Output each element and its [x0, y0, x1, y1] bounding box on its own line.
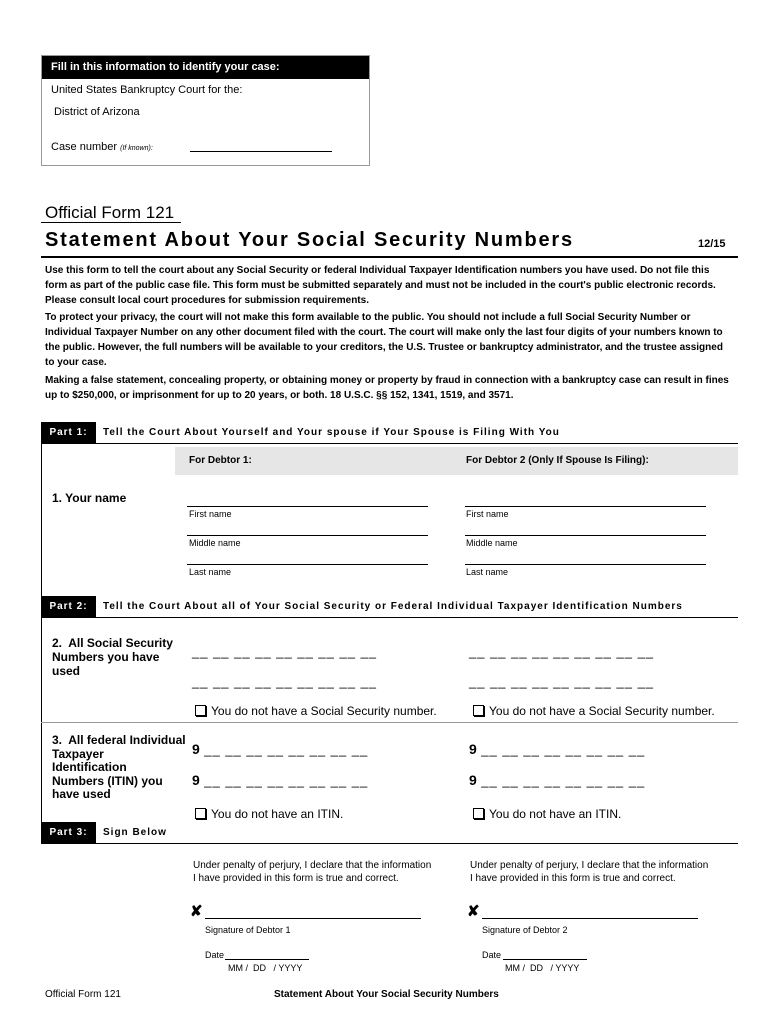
- debtor2-date-field[interactable]: [503, 959, 587, 960]
- intro-paragraph-1: Use this form to tell the court about any Social Security or federal Individual Taxpayer Identification numbers you have used. Do not file this form as part of the public case file. This form must be submitted separately and must not be included in the court's public electronic records. Please consult local court procedures for submission requirements.: [45, 265, 716, 306]
- debtor2-no-ssn-checkbox[interactable]: [473, 705, 484, 716]
- part3-header: [41, 822, 738, 843]
- debtor1-date-field[interactable]: [225, 959, 309, 960]
- form-label: Official Form 121: [45, 203, 175, 222]
- debtor2-itin-2-field[interactable]: 9 __ __ __ __ __ __ __ __: [469, 772, 646, 788]
- debtor1-no-ssn-checkbox[interactable]: [195, 705, 206, 716]
- page-title: Statement About Your Social Security Numbers: [45, 229, 574, 251]
- signature-x-icon: ✘: [467, 903, 480, 920]
- debtor1-date-format: MM / DD / YYYY: [228, 963, 303, 973]
- footer-title: Statement About Your Social Security Numbers: [274, 989, 499, 1000]
- debtor2-declaration: Under penalty of perjury, I declare that the information I have provided in this form is true and correct.: [470, 860, 709, 884]
- part3-tag: Part 3:: [41, 822, 96, 843]
- part2-rule: [41, 617, 738, 618]
- court-label: United States Bankruptcy Court for the:: [51, 84, 243, 96]
- part1-title: Tell the Court About Yourself and Your spouse if Your Spouse is Filing With You: [103, 427, 560, 438]
- intro-paragraph-2: To protect your privacy, the court will not make this form available to the public. You should not include a full Social Security Number or Individual Taxpayer Number on any other document filed with the court. The court will make only the last four digits of your numbers known to the public. However, the full numbers will be available to your creditors, the U.S. Trustee or bankruptcy administrator, and the trustee assigned to your case.: [45, 312, 723, 368]
- revision-date: 12/15: [698, 238, 726, 250]
- footer-form-label: Official Form 121: [45, 989, 121, 1000]
- part2-left-border: [41, 617, 42, 822]
- debtor1-no-itin-option[interactable]: You do not have an ITIN.: [195, 807, 343, 821]
- case-number-hint: (If known):: [120, 145, 153, 152]
- part1-tag: Part 1:: [41, 422, 96, 443]
- debtor2-first-name-field[interactable]: [465, 506, 706, 507]
- debtor2-middle-name-label: Middle name: [466, 538, 518, 548]
- debtor-columns-header: [175, 447, 738, 475]
- debtor2-middle-name-field[interactable]: [465, 535, 706, 536]
- debtor1-middle-name-label: Middle name: [189, 538, 241, 548]
- question-2-label: 2. All Social Security Numbers you have used: [52, 636, 173, 678]
- case-number-field[interactable]: [190, 151, 332, 152]
- question-3-label: 3. All federal Individual Taxpayer Identification Numbers (ITIN) you have used: [52, 733, 186, 801]
- debtor1-declaration: Under penalty of perjury, I declare that the information I have provided in this form is true and correct.: [193, 860, 432, 884]
- debtor1-ssn-1-field[interactable]: __ __ __ __ __ __ __ __ __: [192, 644, 378, 659]
- part1-left-border: [41, 443, 42, 605]
- debtor2-no-ssn-option[interactable]: You do not have a Social Security number.: [473, 704, 715, 718]
- debtor1-no-ssn-option[interactable]: You do not have a Social Security number.: [195, 704, 437, 718]
- debtor1-itin-1-field[interactable]: 9 __ __ __ __ __ __ __ __: [192, 741, 369, 757]
- debtor1-ssn-2-field[interactable]: __ __ __ __ __ __ __ __ __: [192, 674, 378, 689]
- debtor1-first-name-label: First name: [189, 509, 232, 519]
- debtor2-itin-1-field[interactable]: 9 __ __ __ __ __ __ __ __: [469, 741, 646, 757]
- debtor1-column-label: For Debtor 1:: [189, 455, 252, 466]
- debtor2-no-itin-option[interactable]: You do not have an ITIN.: [473, 807, 621, 821]
- part2-title: Tell the Court About all of Your Social Security or Federal Individual Taxpayer Identification Numbers: [103, 601, 683, 612]
- part3-title: Sign Below: [103, 827, 167, 838]
- signature-x-icon: ✘: [190, 903, 203, 920]
- debtor1-itin-2-field[interactable]: 9 __ __ __ __ __ __ __ __: [192, 772, 369, 788]
- debtor2-signature-field[interactable]: [482, 918, 698, 919]
- debtor2-last-name-label: Last name: [466, 567, 509, 577]
- debtor2-no-itin-checkbox[interactable]: [473, 808, 484, 819]
- form-label-rule: [41, 222, 181, 223]
- part3-rule: [41, 843, 738, 844]
- title-rule: [41, 256, 738, 258]
- part1-rule: [41, 443, 738, 444]
- part2-header: [41, 596, 738, 617]
- debtor2-date-format: MM / DD / YYYY: [505, 963, 580, 973]
- debtor2-first-name-label: First name: [466, 509, 509, 519]
- case-number-label: Case number (If known):: [51, 141, 153, 153]
- question-1-label: 1. Your name: [52, 491, 127, 505]
- district-name: District of Arizona: [54, 106, 140, 118]
- debtor1-middle-name-field[interactable]: [187, 535, 428, 536]
- debtor2-column-label: For Debtor 2 (Only If Spouse Is Filing):: [466, 455, 649, 466]
- debtor2-last-name-field[interactable]: [465, 564, 706, 565]
- debtor1-first-name-field[interactable]: [187, 506, 428, 507]
- debtor2-signature-label: Signature of Debtor 2: [482, 925, 568, 935]
- intro-paragraph-3: Making a false statement, concealing property, or obtaining money or property by fraud in connection with a bankruptcy case can result in fines up to $250,000, or imprisonment for up to 20 years, or both. 18 U.S.C. §§ 152, 1341, 1519, and 3571.: [45, 375, 729, 401]
- debtor1-signature-label: Signature of Debtor 1: [205, 925, 291, 935]
- debtor1-last-name-label: Last name: [189, 567, 232, 577]
- case-box-header: Fill in this information to identify your case:: [42, 56, 369, 79]
- case-info-box: [41, 55, 370, 166]
- part1-header: [41, 422, 738, 443]
- debtor1-last-name-field[interactable]: [187, 564, 428, 565]
- debtor2-ssn-1-field[interactable]: __ __ __ __ __ __ __ __ __: [469, 644, 655, 659]
- part2-tag: Part 2:: [41, 596, 96, 617]
- debtor2-ssn-2-field[interactable]: __ __ __ __ __ __ __ __ __: [469, 674, 655, 689]
- debtor2-date-label: Date: [482, 950, 502, 960]
- q2-q3-divider: [41, 722, 738, 723]
- debtor1-date-label: Date: [205, 950, 225, 960]
- debtor1-signature-field[interactable]: [205, 918, 421, 919]
- debtor1-no-itin-checkbox[interactable]: [195, 808, 206, 819]
